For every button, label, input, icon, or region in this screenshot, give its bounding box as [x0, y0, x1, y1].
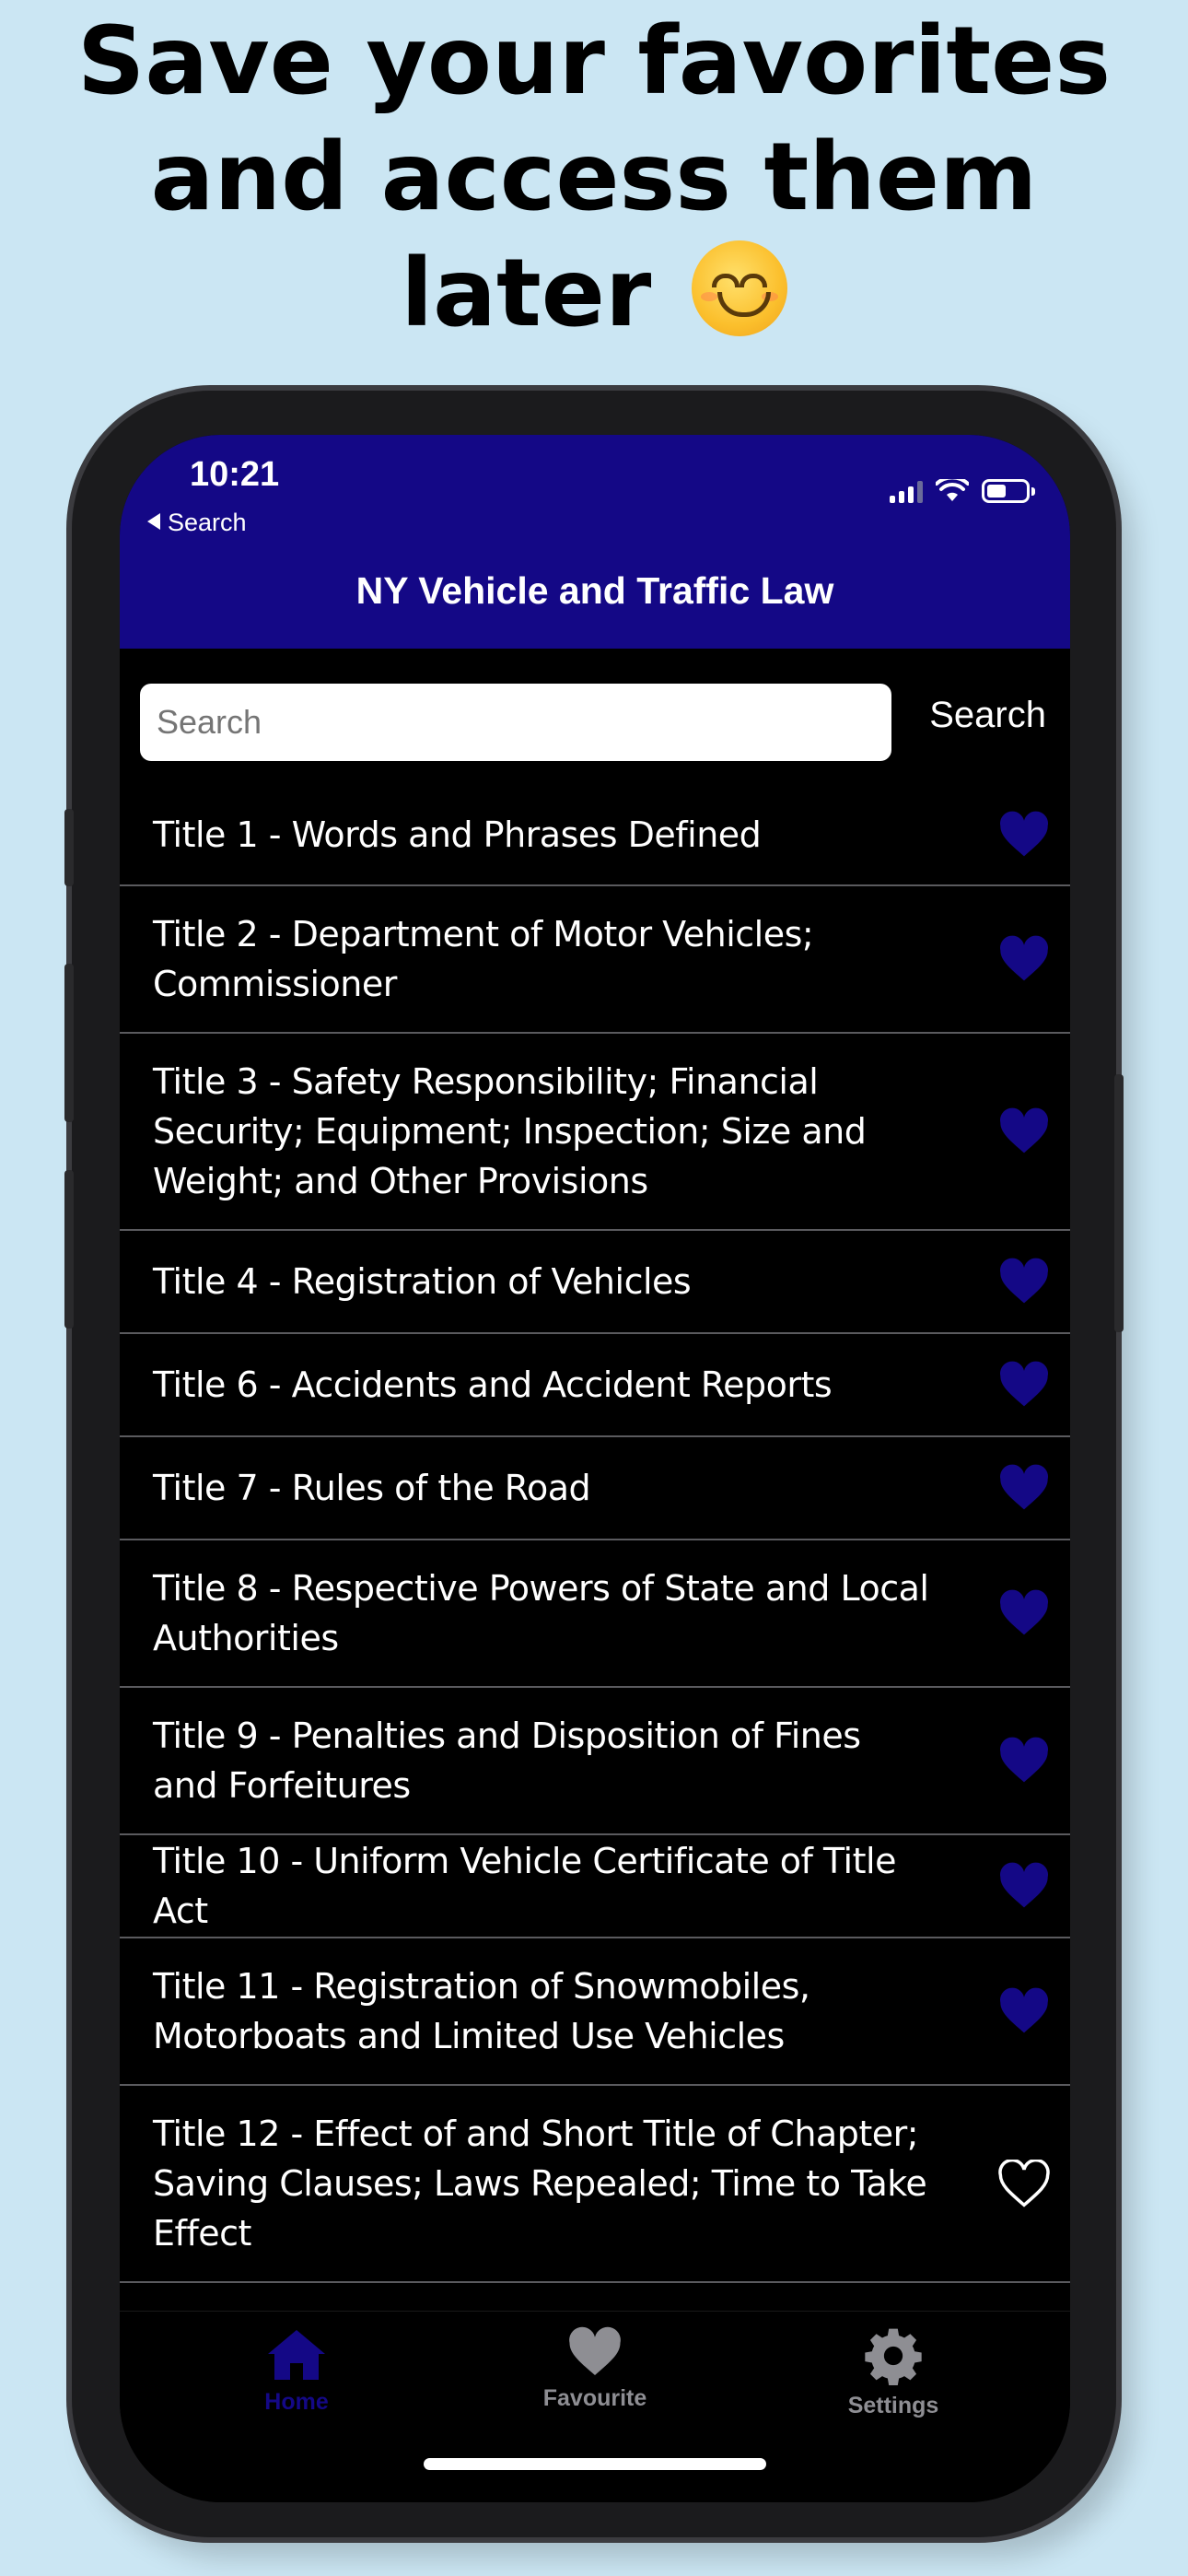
tab-settings-label: Settings — [847, 2393, 939, 2418]
tab-settings[interactable] — [801, 2326, 985, 2419]
headline-line-1: Save your favorites — [76, 6, 1112, 116]
title-row-label: Title 3 - Safety Responsibility; Financial Security; Equipment; Inspection; Size and Weight; and Other Provisions — [153, 1061, 867, 1201]
promo-headline — [0, 0, 1188, 352]
title-row[interactable] — [120, 2086, 1070, 2283]
favorite-heart-filled-icon[interactable] — [998, 1737, 1050, 1785]
favorite-heart-filled-icon[interactable] — [998, 1464, 1050, 1512]
headline-line-3: later — [0, 236, 1188, 352]
status-icons — [890, 479, 1030, 503]
tab-bar — [120, 2311, 1070, 2502]
title-row[interactable] — [120, 1835, 1070, 1938]
favorite-heart-filled-icon[interactable] — [998, 1258, 1050, 1306]
title-row-label: Title 8 - Respective Powers of State and Local Authorities — [153, 1568, 929, 1658]
phone-power-button — [1114, 1074, 1124, 1332]
title-row-label: Title 2 - Department of Motor Vehicles; Commissioner — [153, 914, 814, 1004]
headline-line-2: and access them — [150, 123, 1038, 232]
back-arrow-icon — [147, 513, 160, 530]
favorite-heart-filled-icon[interactable] — [998, 1107, 1050, 1155]
phone-volume-down-button — [64, 1170, 74, 1329]
title-row[interactable] — [120, 1334, 1070, 1437]
title-row-label: Title 1 - Words and Phrases Defined — [153, 814, 762, 855]
phone-screen — [120, 435, 1070, 2502]
status-time: 10:21 — [190, 455, 280, 494]
title-row-label: Title 4 - Registration of Vehicles — [153, 1261, 692, 1302]
home-icon — [266, 2326, 327, 2382]
search-bar — [120, 649, 1070, 787]
title-row-label: Title 6 - Accidents and Accident Reports — [153, 1364, 833, 1405]
title-row[interactable] — [120, 785, 1070, 886]
title-row[interactable] — [120, 1437, 1070, 1540]
smiling-face-emoji-icon — [692, 240, 787, 336]
gear-icon — [864, 2326, 923, 2385]
title-row[interactable] — [120, 1231, 1070, 1334]
favorite-heart-filled-icon[interactable] — [998, 1862, 1050, 1910]
navigation-bar — [120, 435, 1070, 649]
title-row-label: Title 12 - Effect of and Short Title of Chapter; Saving Clauses; Laws Repealed; Time to Take Effect — [153, 2113, 927, 2254]
favorite-heart-filled-icon[interactable] — [998, 1589, 1050, 1637]
battery-icon — [982, 479, 1030, 503]
back-label: Search — [168, 509, 247, 536]
back-to-search-link[interactable] — [147, 509, 247, 537]
page-title: NY Vehicle and Traffic Law — [355, 569, 834, 612]
wifi-icon — [936, 479, 969, 503]
home-indicator — [424, 2458, 766, 2470]
cellular-signal-icon — [890, 481, 923, 503]
title-row-label: Title 9 - Penalties and Disposition of Fines and Forfeitures — [153, 1715, 861, 1806]
heart-icon — [567, 2326, 623, 2378]
favorite-heart-outline-icon[interactable] — [998, 2160, 1050, 2207]
title-row[interactable] — [120, 1540, 1070, 1688]
favorite-heart-filled-icon[interactable] — [998, 811, 1050, 859]
tab-favourite[interactable] — [503, 2326, 687, 2412]
phone-volume-up-button — [64, 964, 74, 1122]
search-input[interactable] — [140, 684, 891, 761]
title-row[interactable] — [120, 1034, 1070, 1231]
tab-home-label: Home — [264, 2389, 329, 2415]
tab-favourite-label: Favourite — [542, 2385, 647, 2411]
tab-home[interactable] — [204, 2326, 389, 2416]
title-row[interactable] — [120, 1938, 1070, 2086]
phone-action-button — [64, 809, 74, 886]
title-row[interactable] — [120, 1688, 1070, 1835]
title-row-label: Title 10 - Uniform Vehicle Certificate of Title Act — [153, 1841, 896, 1931]
title-list — [120, 785, 1070, 2283]
search-button[interactable]: Search — [929, 695, 1046, 735]
title-row-label: Title 11 - Registration of Snowmobiles, Motorboats and Limited Use Vehicles — [153, 1966, 810, 2056]
favorite-heart-filled-icon[interactable] — [998, 1987, 1050, 2035]
title-row-label: Title 7 - Rules of the Road — [153, 1468, 591, 1508]
title-row[interactable] — [120, 886, 1070, 1034]
favorite-heart-filled-icon[interactable] — [998, 1361, 1050, 1409]
favorite-heart-filled-icon[interactable] — [998, 935, 1050, 983]
